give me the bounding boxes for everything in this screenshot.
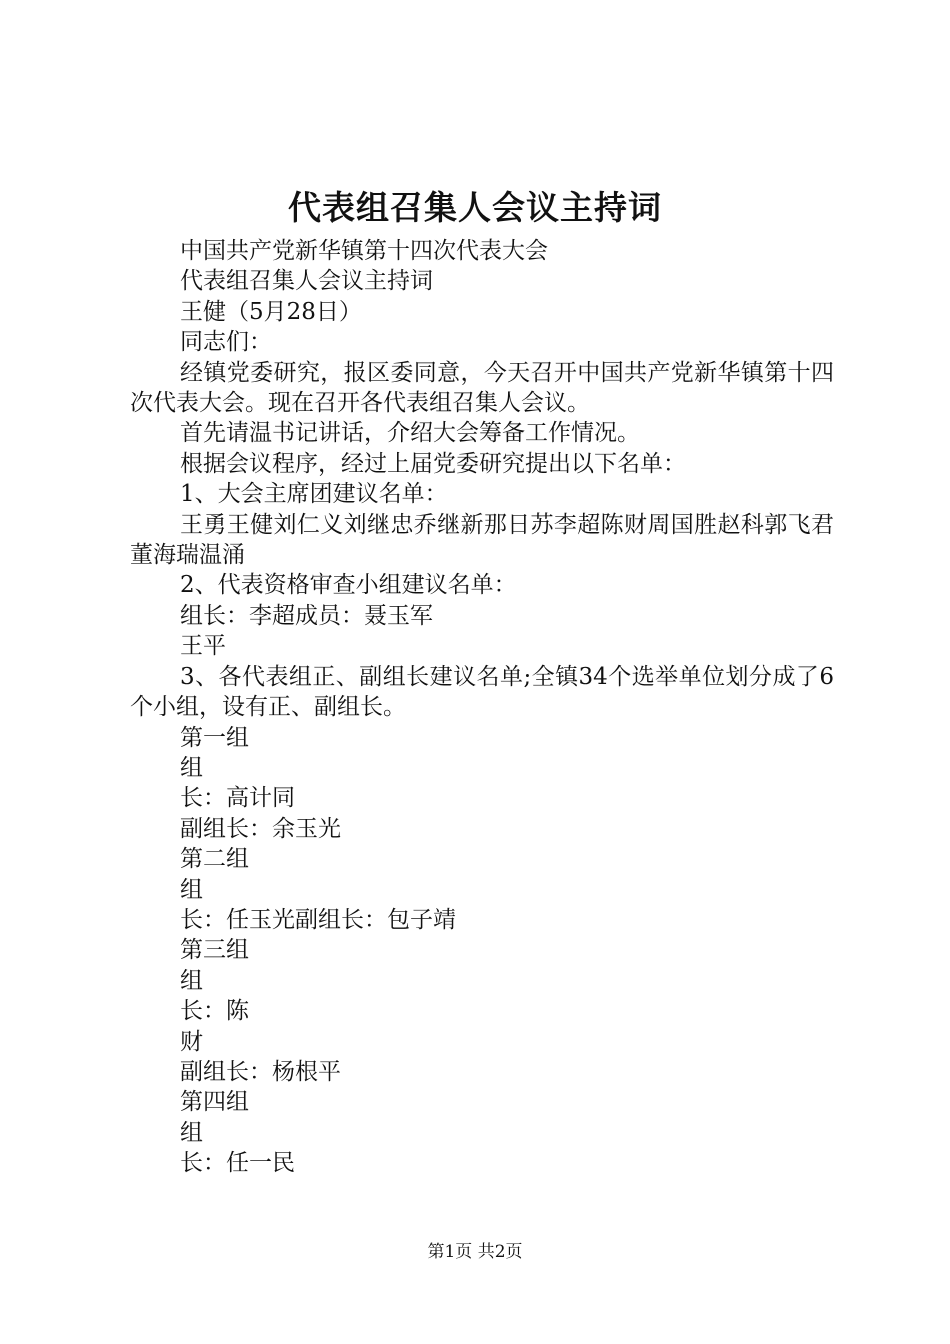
paragraph-group-1: 第一组 bbox=[180, 724, 249, 751]
paragraph-subtitle: 代表组召集人会议主持词 bbox=[180, 268, 433, 295]
paragraph-opening: 经镇党委研究，报区委同意，今天召开中国共产党新华镇第十四次代表大会。现在召开各代表组召集人会议。 bbox=[130, 359, 834, 417]
paragraph-group-2-leader: 长：任玉光副组长：包子靖 bbox=[180, 906, 456, 933]
paragraph-group-4-leader: 长：任一民 bbox=[180, 1150, 295, 1177]
paragraph-congress-name: 中国共产党新华镇第十四次代表大会 bbox=[180, 238, 548, 264]
document-title: 代表组召集人会议主持词 bbox=[288, 188, 662, 227]
paragraph-author-date: 王健（5月28日） bbox=[180, 298, 362, 325]
paragraph-item-2: 2、代表资格审查小组建议名单： bbox=[180, 572, 517, 599]
paragraph-item-1: 1、大会主席团建议名单： bbox=[180, 481, 448, 508]
paragraph-group-1-deputy: 副组长：余玉光 bbox=[180, 815, 341, 842]
paragraph-review-member: 王平 bbox=[180, 633, 226, 660]
paragraph-item-3: 3、各代表组正、副组长建议名单;全镇34个选举单位划分成了6个小组，设有正、副组长。 bbox=[130, 663, 834, 721]
paragraph-group-2: 第二组 bbox=[180, 846, 249, 873]
paragraph-presidium-list: 王勇王健刘仁义刘继忠乔继新那日苏李超陈财周国胜赵科郭飞君董海瑞温涌 bbox=[130, 511, 834, 569]
paragraph-group-3-leader: 长：陈 bbox=[180, 998, 249, 1025]
paragraph-group-3-leader-cont: 财 bbox=[180, 1028, 203, 1055]
paragraph-group-4-zu: 组 bbox=[180, 1119, 203, 1146]
paragraph-group-1-zu: 组 bbox=[180, 754, 203, 781]
paragraph-group-4: 第四组 bbox=[180, 1089, 249, 1116]
paragraph-review-leader: 组长：李超成员：聂玉军 bbox=[180, 602, 433, 629]
paragraph-group-3-deputy: 副组长：杨根平 bbox=[180, 1058, 341, 1085]
page-footer: 第1页 共2页 bbox=[427, 1242, 523, 1262]
paragraph-group-2-zu: 组 bbox=[180, 876, 203, 903]
paragraph-group-3: 第三组 bbox=[180, 937, 249, 964]
document-body bbox=[130, 236, 834, 1179]
paragraph-speech-intro: 首先请温书记讲话，介绍大会筹备工作情况。 bbox=[180, 420, 640, 447]
paragraph-group-3-zu: 组 bbox=[180, 967, 203, 994]
paragraph-group-1-leader: 长：高计同 bbox=[180, 785, 295, 812]
paragraph-salutation: 同志们： bbox=[180, 329, 272, 356]
paragraph-procedure: 根据会议程序，经过上届党委研究提出以下名单： bbox=[180, 450, 686, 477]
